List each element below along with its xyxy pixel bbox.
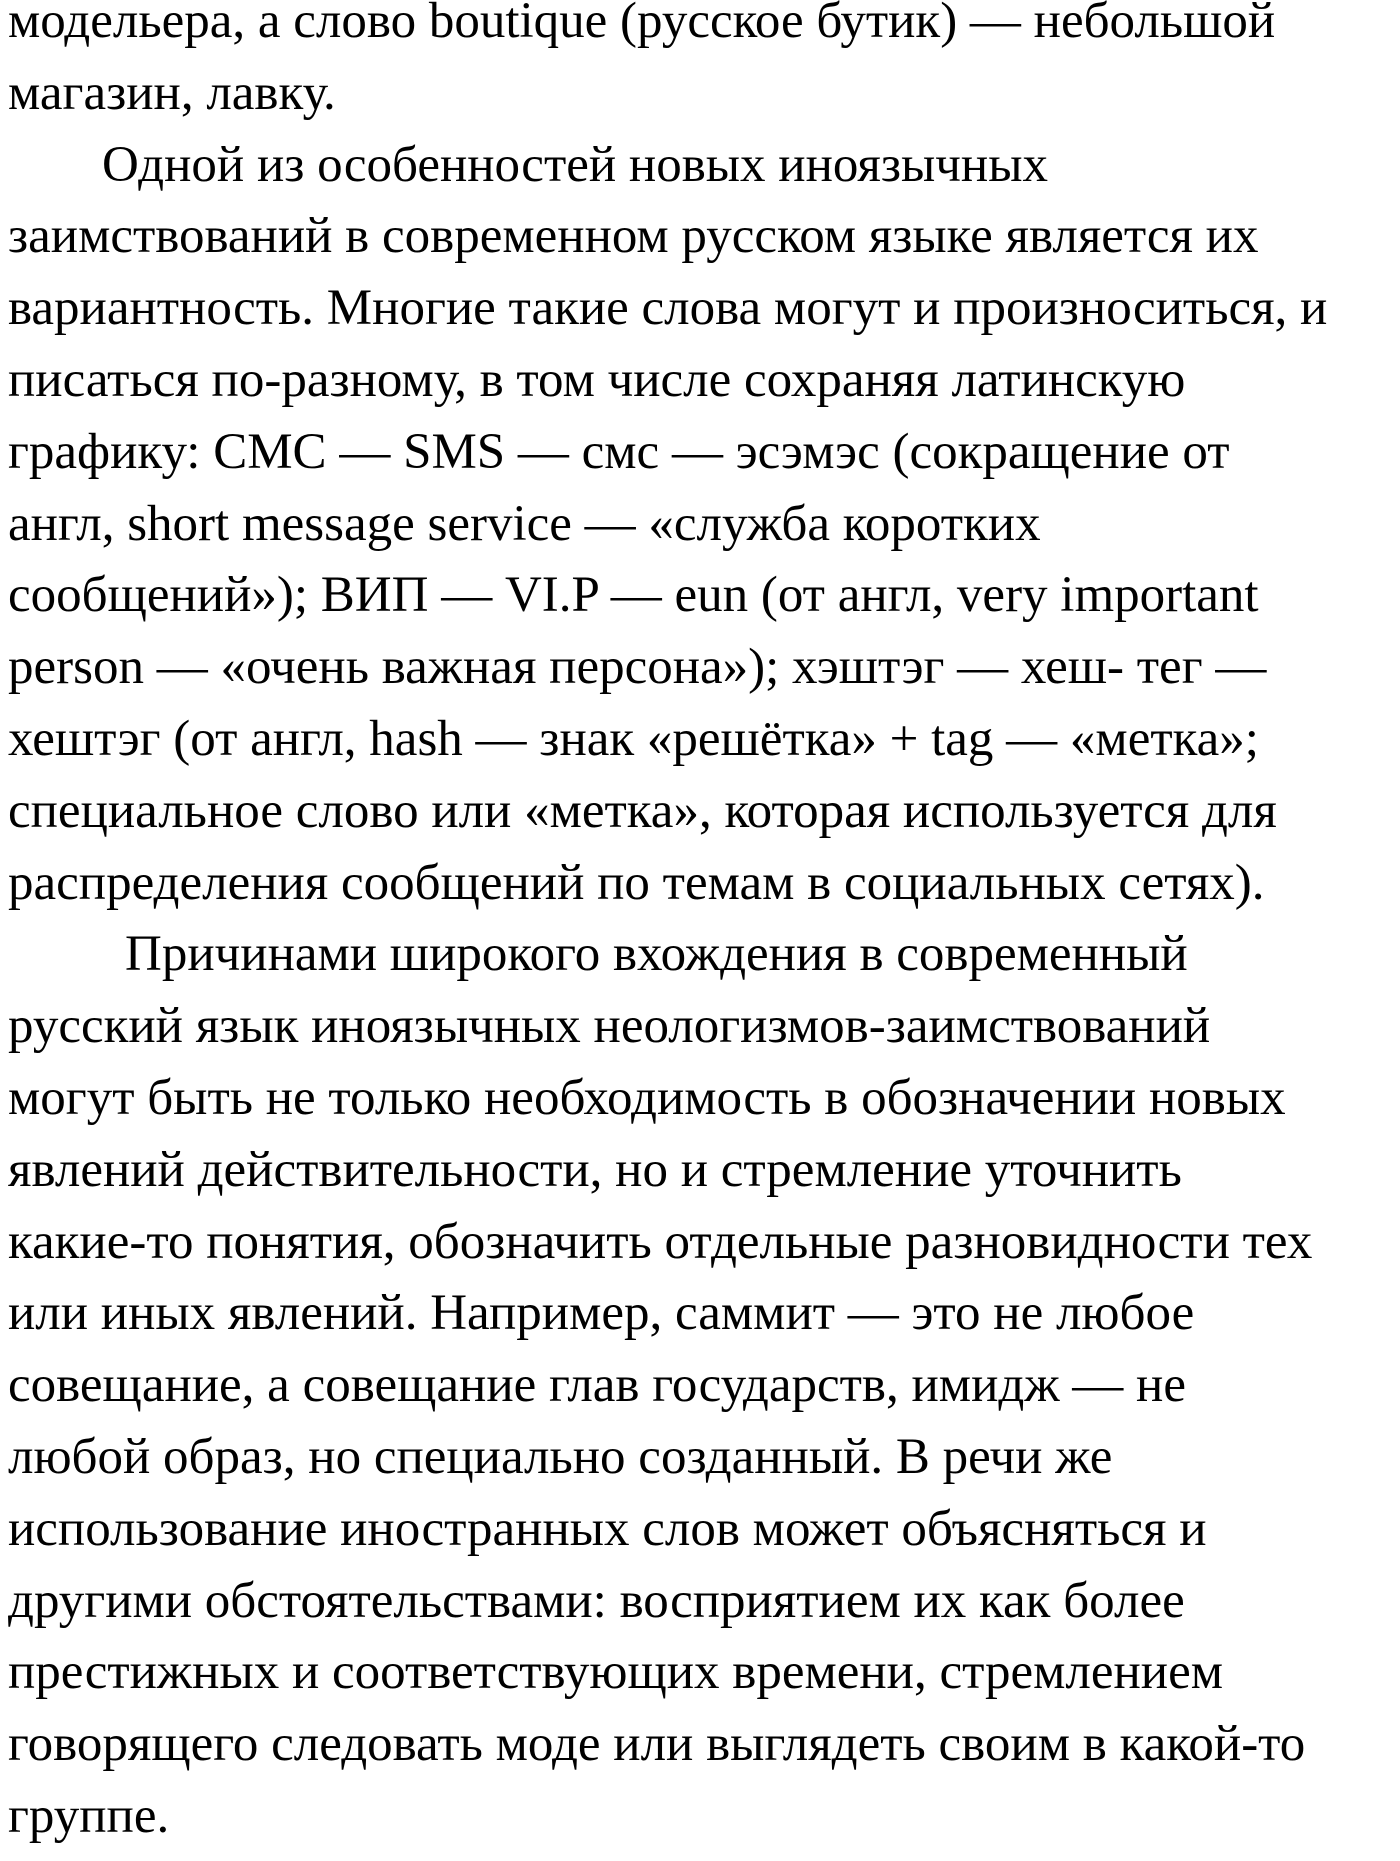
document-page (8, 0, 1400, 1861)
text-line: модельера, а слово boutique (русское бутик) — небольшой (8, 0, 1276, 49)
text-line: какие-то понятия, обозначить отдельные разновидности тех (8, 1213, 1313, 1270)
paragraph-start-line: Одной из особенностей новых иноязычных (102, 136, 1048, 193)
text-line: писаться по-разному, в том числе сохраняя латинскую (8, 351, 1186, 408)
text-line: совещание, а совещание глав государств, имидж — не (8, 1357, 1186, 1414)
text-line: заимствований в современном русском языке является их (8, 208, 1259, 265)
text-line: любой образ, но специально созданный. В речи же (8, 1428, 1113, 1485)
text-line: англ, short message service — «служба коротких (8, 495, 1041, 552)
text-line: распределения сообщений по темам в социальных сетях). (8, 854, 1265, 911)
text-line: вариантность. Многие такие слова могут и произноситься, и (8, 280, 1328, 337)
text-line: или иных явлений. Например, саммит — это не любое (8, 1285, 1195, 1342)
text-line: явлений действительности, но и стремление уточнить (8, 1141, 1182, 1198)
text-line: группе. (8, 1787, 170, 1844)
paragraph-start-line: Причинами широкого вхождения в современный (125, 926, 1188, 983)
text-line: person — «очень важная персона»); хэштэг — хеш- тег — (8, 639, 1267, 696)
text-line: магазин, лавку. (8, 64, 336, 121)
text-line: графику: СМС — SMS — смс — эсэмэс (сокращение от (8, 423, 1230, 480)
text-line: могут быть не только необходимость в обозначении новых (8, 1069, 1286, 1126)
text-line: специальное слово или «метка», которая используется для (8, 782, 1277, 839)
text-line: русский язык иноязычных неологизмов-заимствований (8, 998, 1211, 1055)
text-line: престижных и соответствующих времени, стремлением (8, 1644, 1224, 1701)
text-line: другими обстоятельствами: восприятием их как более (8, 1572, 1185, 1629)
text-line: говорящего следовать моде или выглядеть своим в какой-то (8, 1716, 1306, 1773)
text-line: сообщений»); ВИП — VI.P — eun (от англ, very important (8, 567, 1259, 624)
text-line: использование иностранных слов может объясняться и (8, 1500, 1207, 1557)
text-line: хештэг (от англ, hash — знак «решётка» + tag — «метка»; (8, 710, 1259, 767)
